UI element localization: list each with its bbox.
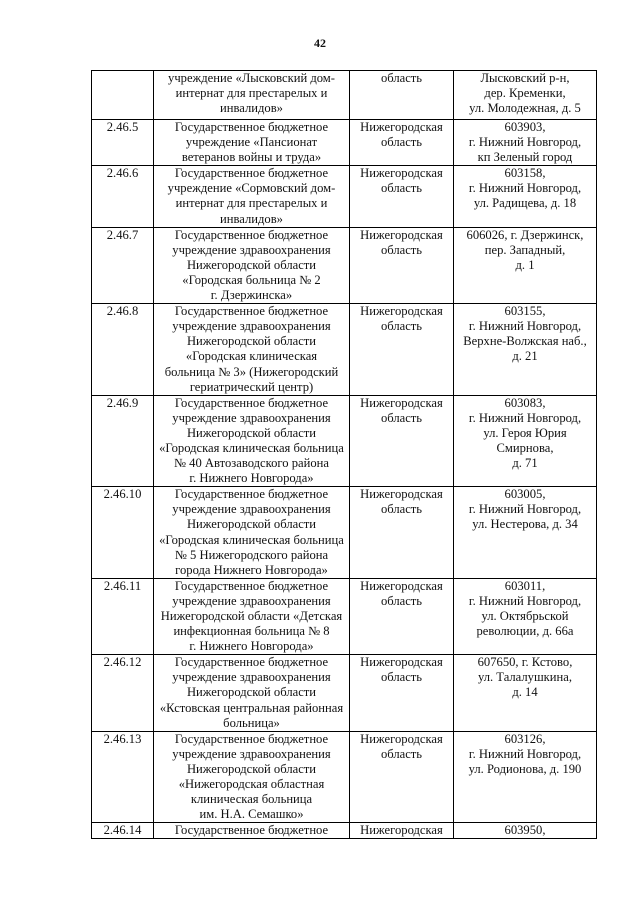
table-row xyxy=(92,823,597,839)
institution-name: Государственное бюджетное учреждение здравоохранения Нижегородской области «Городская клиническая больница № 40 Автозаводского района г. Нижнего Новгорода» xyxy=(154,395,350,487)
row-number: 2.46.8 xyxy=(92,304,154,396)
page-number: 42 xyxy=(314,36,326,50)
row-number: 2.46.7 xyxy=(92,227,154,303)
institution-name: Государственное бюджетное учреждение «Пансионат ветеранов войны и труда» xyxy=(154,120,350,166)
table-row xyxy=(92,487,597,579)
address: 603158, г. Нижний Новгород, ул. Радищева, д. 18 xyxy=(454,166,597,227)
row-number: 2.46.9 xyxy=(92,395,154,487)
table-row xyxy=(92,120,597,166)
table-row xyxy=(92,655,597,731)
institution-name: Государственное бюджетное учреждение здравоохранения Нижегородской области «Кстовская центральная районная больница» xyxy=(154,655,350,731)
region: Нижегородская область xyxy=(350,578,454,654)
address: 603155, г. Нижний Новгород, Верхне-Волжская наб., д. 21 xyxy=(454,304,597,396)
address: 603083, г. Нижний Новгород, ул. Героя Юрия Смирнова, д. 71 xyxy=(454,395,597,487)
row-number: 2.46.11 xyxy=(92,578,154,654)
row-number: 2.46.12 xyxy=(92,655,154,731)
region: Нижегородская область xyxy=(350,227,454,303)
institution-name: Государственное бюджетное учреждение здравоохранения Нижегородской области «Городская больница № 2 г. Дзержинска» xyxy=(154,227,350,303)
region: Нижегородская область xyxy=(350,304,454,396)
address: 606026, г. Дзержинск, пер. Западный, д. 1 xyxy=(454,227,597,303)
row-number xyxy=(92,71,154,120)
region: Нижегородская xyxy=(350,823,454,839)
address: 603126, г. Нижний Новгород, ул. Родионова, д. 190 xyxy=(454,731,597,823)
address: 603950, xyxy=(454,823,597,839)
institution-name: Государственное бюджетное учреждение здравоохранения Нижегородской области «Городская клиническая больница № 5 Нижегородского района города Нижнего Новгорода» xyxy=(154,487,350,579)
address: 607650, г. Кстово, ул. Талалушкина, д. 14 xyxy=(454,655,597,731)
region: Нижегородская область xyxy=(350,395,454,487)
table-row xyxy=(92,227,597,303)
address: Лысковский р-н, дер. Кременки, ул. Молодежная, д. 5 xyxy=(454,71,597,120)
institution-name: Государственное бюджетное учреждение здравоохранения Нижегородской области «Нижегородская областная клиническая больница им. Н.А. Семашко» xyxy=(154,731,350,823)
table-row xyxy=(92,578,597,654)
row-number: 2.46.6 xyxy=(92,166,154,227)
institution-name: Государственное бюджетное учреждение здравоохранения Нижегородской области «Детская инфекционная больница № 8 г. Нижнего Новгорода» xyxy=(154,578,350,654)
institution-name: Государственное бюджетное учреждение здравоохранения Нижегородской области «Городская клиническая больница № 3» (Нижегородский гериатрический центр) xyxy=(154,304,350,396)
institution-name: Государственное бюджетное учреждение «Сормовский дом- интернат для престарелых и инвалидов» xyxy=(154,166,350,227)
row-number: 2.46.10 xyxy=(92,487,154,579)
row-number: 2.46.13 xyxy=(92,731,154,823)
table-row xyxy=(92,304,597,396)
row-number: 2.46.5 xyxy=(92,120,154,166)
table-row xyxy=(92,71,597,120)
address: 603903, г. Нижний Новгород, кп Зеленый город xyxy=(454,120,597,166)
table-row xyxy=(92,731,597,823)
region: Нижегородская область xyxy=(350,731,454,823)
institutions-table xyxy=(91,70,597,839)
institution-name: Государственное бюджетное xyxy=(154,823,350,839)
table-row xyxy=(92,395,597,487)
region: область xyxy=(350,71,454,120)
institution-name: учреждение «Лысковский дом- интернат для престарелых и инвалидов» xyxy=(154,71,350,120)
address: 603005, г. Нижний Новгород, ул. Нестерова, д. 34 xyxy=(454,487,597,579)
region: Нижегородская область xyxy=(350,120,454,166)
row-number: 2.46.14 xyxy=(92,823,154,839)
region: Нижегородская область xyxy=(350,655,454,731)
region: Нижегородская область xyxy=(350,166,454,227)
region: Нижегородская область xyxy=(350,487,454,579)
table-row xyxy=(92,166,597,227)
address: 603011, г. Нижний Новгород, ул. Октябрьской революции, д. 66а xyxy=(454,578,597,654)
